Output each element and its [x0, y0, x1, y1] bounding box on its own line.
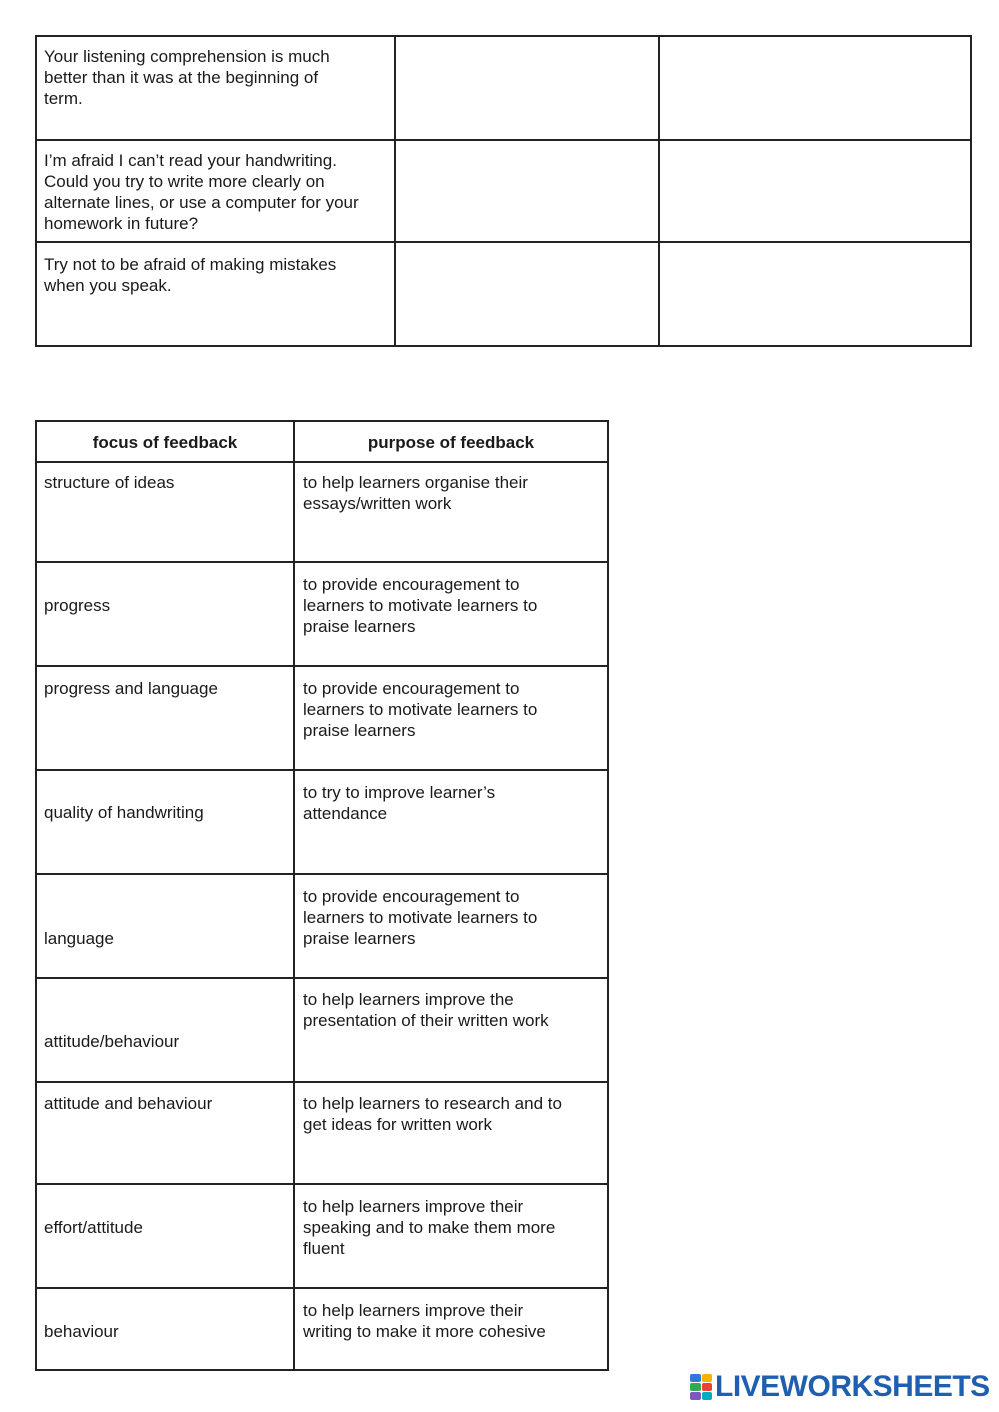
table2-border-row: [35, 1183, 609, 1185]
focus-cell: language: [44, 929, 114, 948]
answer-input-purpose[interactable]: [662, 39, 968, 137]
logo-square: [690, 1374, 701, 1382]
table2-border-top: [35, 420, 609, 422]
purpose-cell: to help learners organise their essays/written work: [303, 473, 528, 513]
focus-cell: progress: [44, 596, 111, 615]
purpose-cell: to try to improve learner’s attendance: [303, 783, 496, 823]
table2-border-header: [35, 461, 609, 463]
table2-border-row: [35, 1081, 609, 1083]
table2-border-row: [35, 769, 609, 771]
purpose-cell: to help learners improve their writing to make it more cohesive: [303, 1301, 546, 1341]
table2-border-row: [35, 561, 609, 563]
purpose-cell: to provide encouragement to learners to motivate learners to praise learners: [303, 887, 538, 948]
answer-input-purpose[interactable]: [662, 245, 968, 343]
logo-grid-icon: [690, 1374, 712, 1400]
table1-border-right: [970, 35, 972, 347]
purpose-cell: to provide encouragement to learners to motivate learners to praise learners: [303, 575, 538, 636]
logo-square: [702, 1374, 713, 1382]
table1-border-row1: [35, 139, 972, 141]
comment-cell: Your listening comprehension is much better than it was at the beginning of term.: [44, 47, 330, 108]
focus-cell: progress and language: [44, 679, 218, 698]
focus-cell: effort/attitude: [44, 1218, 143, 1237]
focus-cell: attitude and behaviour: [44, 1094, 213, 1113]
focus-cell: quality of handwriting: [44, 803, 204, 822]
answer-input-focus[interactable]: [398, 39, 656, 137]
logo-square: [690, 1383, 701, 1391]
focus-cell: attitude/behaviour: [44, 1032, 180, 1051]
purpose-cell: to help learners improve their speaking and to make them more fluent: [303, 1197, 556, 1258]
header-purpose: purpose of feedback: [367, 433, 535, 452]
table2-border-right: [607, 420, 609, 1371]
table2-border-bottom: [35, 1369, 609, 1371]
focus-cell: behaviour: [44, 1322, 119, 1341]
logo-square: [702, 1392, 713, 1400]
focus-cell: structure of ideas: [44, 473, 175, 492]
table1-border-row2: [35, 241, 972, 243]
purpose-cell: to help learners to research and to get ideas for written work: [303, 1094, 562, 1134]
logo-square: [702, 1383, 713, 1391]
answer-input-focus[interactable]: [398, 143, 656, 239]
table1-border-bottom: [35, 345, 972, 347]
table2-border-row: [35, 665, 609, 667]
table2-border-row: [35, 873, 609, 875]
table1-border-left: [35, 35, 37, 347]
purpose-cell: to help learners improve the presentation of their written work: [303, 990, 549, 1030]
purpose-cell: to provide encouragement to learners to motivate learners to praise learners: [303, 679, 538, 740]
table2-border-row: [35, 1287, 609, 1289]
answer-input-focus[interactable]: [398, 245, 656, 343]
answer-input-purpose[interactable]: [662, 143, 968, 239]
liveworksheets-logo: [690, 1372, 990, 1402]
table2-border-row: [35, 977, 609, 979]
comment-cell: I’m afraid I can’t read your handwriting. Could you try to write more clearly on alternate lines, or use a computer for your homework in future?: [44, 151, 359, 233]
logo-text: LIVEWORKSHEETS: [715, 1370, 990, 1403]
table2-border-col: [293, 420, 295, 1371]
table2-border-left: [35, 420, 37, 1371]
header-focus: focus of feedback: [92, 433, 238, 452]
table1-border-col1: [394, 35, 396, 347]
logo-square: [690, 1392, 701, 1400]
comment-cell: Try not to be afraid of making mistakes when you speak.: [44, 255, 337, 295]
table1-border-col2: [658, 35, 660, 347]
table1-border-top: [35, 35, 972, 37]
